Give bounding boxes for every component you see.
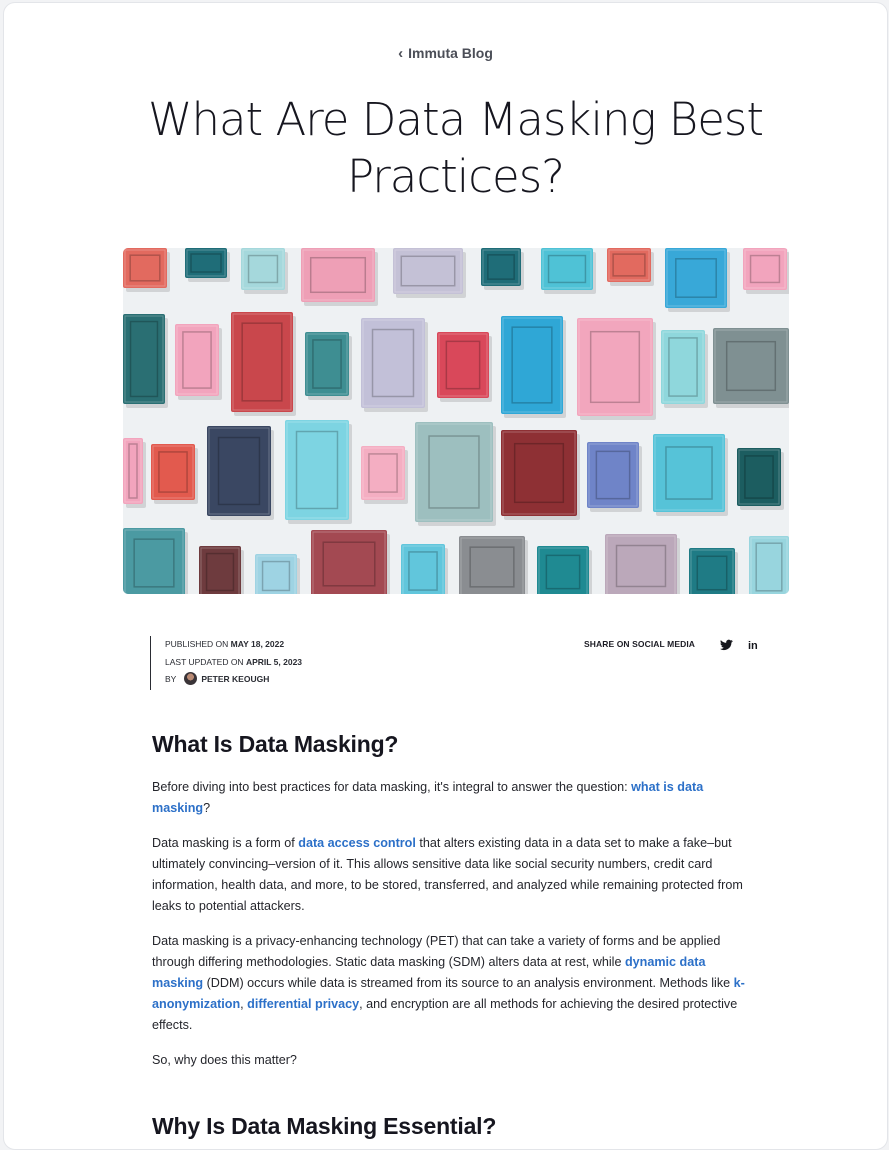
text: ,	[240, 997, 248, 1011]
picture-frame	[361, 446, 408, 504]
picture-frame	[501, 430, 580, 520]
back-to-blog-link[interactable]	[4, 45, 887, 62]
by-label: BY	[165, 674, 177, 684]
article-meta	[150, 636, 302, 690]
text: (DDM) occurs while data is streamed from its source to an analysis environment. Methods like	[203, 976, 734, 990]
picture-frame	[501, 316, 566, 418]
picture-frame	[541, 248, 596, 294]
chevron-left-icon: ‹	[398, 45, 404, 62]
section-why-essential	[152, 1113, 758, 1140]
picture-frame	[185, 248, 230, 282]
picture-frame	[481, 248, 524, 290]
picture-frame	[393, 248, 466, 298]
paragraph	[152, 833, 758, 917]
published-row	[165, 636, 302, 654]
text: ?	[203, 801, 211, 815]
text: Before diving into best practices for data masking, it's integral to answer the question:	[152, 780, 632, 794]
back-link-label: Immuta Blog	[408, 45, 493, 61]
picture-frame	[285, 420, 352, 524]
picture-frame	[123, 528, 188, 594]
picture-frame	[713, 328, 789, 408]
picture-frame	[661, 330, 708, 408]
picture-frame	[587, 442, 642, 512]
what-is-data-masking-link[interactable]: what is data masking	[152, 780, 704, 815]
picture-frame	[311, 530, 390, 594]
avatar	[184, 672, 197, 685]
picture-frame	[653, 434, 728, 516]
picture-frame	[737, 448, 784, 510]
text: , and encryption are all methods for achieving the desired protective effects.	[152, 997, 738, 1032]
picture-frame	[175, 324, 222, 400]
picture-frame	[605, 534, 680, 594]
picture-frame	[305, 332, 352, 400]
picture-frame	[123, 248, 170, 292]
hero-image	[123, 248, 789, 594]
updated-row	[165, 654, 302, 672]
picture-frame	[437, 332, 492, 402]
differential-privacy-link[interactable]: differential privacy	[247, 997, 360, 1011]
dynamic-data-masking-link[interactable]: dynamic data masking	[152, 955, 706, 990]
article-page	[3, 2, 888, 1150]
picture-frame	[241, 248, 288, 294]
k-anonymization-link[interactable]: k-anonymization	[152, 976, 745, 1011]
text: that alters existing data in a data set to make a fake–but ultimately convincing–version of it. This allows sensitive data like social security numbers, credit card information, health data, and more, to be stored, transferred, and analyzed while remaining protected from leaks to potential attackers.	[152, 836, 743, 913]
picture-frame	[199, 546, 244, 594]
updated-prefix: LAST UPDATED ON	[165, 656, 244, 667]
picture-frame	[361, 318, 428, 412]
author-row	[165, 671, 302, 689]
picture-frame	[301, 248, 378, 306]
picture-frame	[743, 248, 789, 294]
published-date: MAY 18, 2022	[230, 639, 285, 649]
picture-frame	[123, 314, 168, 408]
text: Data masking is a form of	[152, 836, 299, 850]
picture-frame	[459, 536, 528, 594]
picture-frame	[255, 554, 300, 594]
picture-frames-illustration	[123, 248, 789, 594]
picture-frame	[231, 312, 296, 416]
section-heading: What Is Data Masking?	[152, 731, 399, 757]
picture-frame	[151, 444, 198, 504]
picture-frame	[207, 426, 274, 520]
picture-frame	[607, 248, 654, 286]
paragraph	[152, 777, 758, 819]
paragraph	[152, 931, 758, 1036]
picture-frame	[415, 422, 496, 526]
paragraph: So, why does this matter?	[152, 1053, 297, 1067]
picture-frame	[401, 544, 448, 594]
section-heading: Why Is Data Masking Essential?	[152, 1113, 497, 1139]
section-what-is	[152, 731, 758, 1085]
twitter-icon[interactable]	[720, 638, 733, 656]
article-title: What Are Data Masking Best Practices?	[147, 93, 764, 203]
picture-frame	[537, 546, 592, 594]
picture-frame	[123, 438, 146, 508]
picture-frame	[689, 548, 738, 594]
picture-frame	[577, 318, 656, 420]
author-name[interactable]: PETER KEOUGH	[201, 674, 270, 684]
linkedin-icon[interactable]: in	[748, 640, 758, 652]
picture-frame	[665, 248, 730, 312]
published-prefix: PUBLISHED ON	[165, 639, 229, 649]
text: Data masking is a privacy-enhancing technology (PET) that can take a variety of forms and be applied through differing methodologies. Static data masking (SDM) alters data at rest, while	[152, 934, 721, 969]
picture-frame	[749, 536, 789, 594]
data-access-control-link[interactable]: data access control	[298, 836, 416, 850]
updated-date: APRIL 5, 2023	[245, 656, 303, 667]
share-label: SHARE ON SOCIAL MEDIA	[584, 639, 696, 649]
